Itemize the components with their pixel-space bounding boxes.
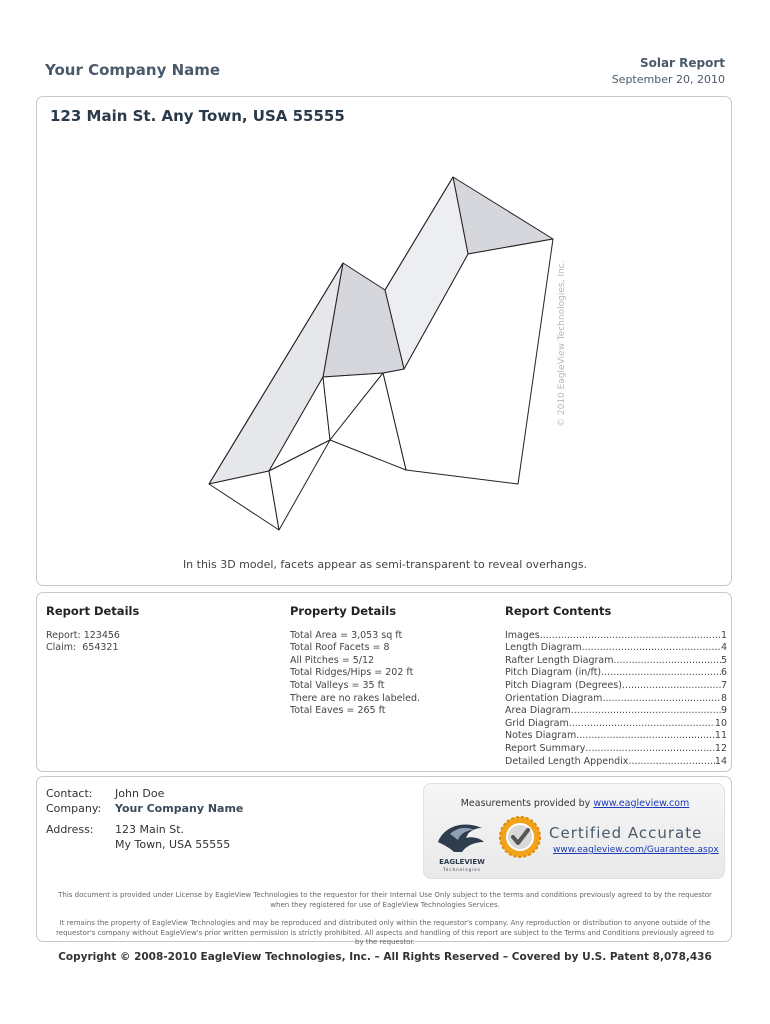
company-label: Company: xyxy=(46,801,102,815)
copyright-footer: Copyright © 2008-2010 EagleView Technologies, Inc. – All Rights Reserved – Covered by U.S. Patent 8,078,436 xyxy=(58,951,712,963)
toc-item[interactable]: Pitch Diagram (Degrees) ..... 7 xyxy=(505,680,727,693)
toc-item[interactable]: Orientation Diagram ..... 8 xyxy=(505,693,727,706)
report-title: Solar Report xyxy=(639,56,725,70)
contact-info xyxy=(46,787,243,852)
roof-model-panel xyxy=(36,96,732,586)
copyright-watermark: © 2010 EagleView Technologies, Inc. xyxy=(557,260,567,427)
toc-item[interactable]: Report Summary ..... 12 xyxy=(505,743,727,756)
property-eaves: Total Eaves = 265 ft xyxy=(290,705,386,717)
roof-3d-model xyxy=(37,97,733,547)
details-panel xyxy=(36,592,732,772)
certified-seal-icon xyxy=(498,815,542,859)
guarantee-link[interactable]: www.eagleview.com/Guarantee.aspx xyxy=(553,845,719,855)
contact-company: Your Company Name xyxy=(115,801,244,815)
property-details-column xyxy=(290,605,420,718)
report-details-heading: Report Details xyxy=(46,604,140,618)
report-number: Report: 123456 xyxy=(46,629,120,641)
address-line-2: My Town, USA 55555 xyxy=(115,837,231,851)
eagleview-logo-icon xyxy=(430,812,494,876)
report-contents-heading: Report Contents xyxy=(505,604,612,618)
report-details-column xyxy=(46,605,139,655)
certification-badge xyxy=(423,783,725,879)
legal-paragraph-1: This document is provided under License by EagleView Technologies to the requestor for their Internal Use Only subject to the terms and conditions previously agreed to by the requestor when they registered for use of EagleView Technologies Services. xyxy=(58,891,712,909)
property-facets: Total Roof Facets = 8 xyxy=(290,642,390,654)
report-title-block xyxy=(612,56,725,86)
property-rakes: There are no rakes labeled. xyxy=(290,692,421,704)
legal-paragraph-2: It remains the property of EagleView Technologies and may be reproduced and distributed only within the requestor's company. Any reproduction or distribution to anyone outside of the requestor's company without EagleView's prior written permission is strictly prohibited. All aspects and handling of this report are subject to the Terms and Conditions previously agreed to by the requestor. xyxy=(56,919,714,947)
contact-label: Contact: xyxy=(46,787,93,800)
toc-item[interactable]: Pitch Diagram (in/ft) ..... 6 xyxy=(505,667,727,680)
toc-item[interactable]: Notes Diagram ..... 11 xyxy=(505,730,727,743)
toc-item[interactable]: Detailed Length Appendix ..... 14 xyxy=(505,756,727,769)
address-line-1: 123 Main St. xyxy=(115,823,185,836)
eagleview-logo-subtext: Technologies xyxy=(443,867,481,872)
model-caption: In this 3D model, facets appear as semi-transparent to reveal overhangs. xyxy=(182,558,588,571)
contact-panel xyxy=(36,776,732,947)
toc-item[interactable]: Grid Diagram ..... 10 xyxy=(505,718,727,731)
address-label: Address: xyxy=(46,823,94,836)
toc-item[interactable]: Area Diagram ..... 9 xyxy=(505,705,727,718)
property-valleys: Total Valleys = 35 ft xyxy=(290,679,385,691)
property-address: 123 Main St. Any Town, USA 55555 xyxy=(50,107,345,125)
eagleview-link[interactable]: www.eagleview.com xyxy=(593,798,690,809)
eagleview-logo-text: EAGLEVIEW xyxy=(439,858,485,866)
claim-number: Claim: 654321 xyxy=(46,642,119,654)
toc-item[interactable]: Rafter Length Diagram ..... 5 xyxy=(505,655,727,668)
property-details-heading: Property Details xyxy=(290,604,397,618)
certified-accurate: Certified Accurate xyxy=(549,824,703,842)
property-ridges: Total Ridges/Hips = 202 ft xyxy=(290,667,414,679)
toc-item[interactable]: Images ..... 1 xyxy=(505,630,727,643)
contact-name: John Doe xyxy=(115,787,165,800)
property-total-area: Total Area = 3,053 sq ft xyxy=(290,629,403,641)
report-date: September 20, 2010 xyxy=(611,73,725,86)
property-pitches: All Pitches = 5/12 xyxy=(290,654,375,666)
measurements-text: Measurements provided by xyxy=(460,798,591,809)
report-contents-column xyxy=(505,605,727,768)
company-name: Your Company Name xyxy=(45,61,221,79)
measurements-line xyxy=(424,798,726,809)
toc-item[interactable]: Length Diagram ..... 4 xyxy=(505,642,727,655)
